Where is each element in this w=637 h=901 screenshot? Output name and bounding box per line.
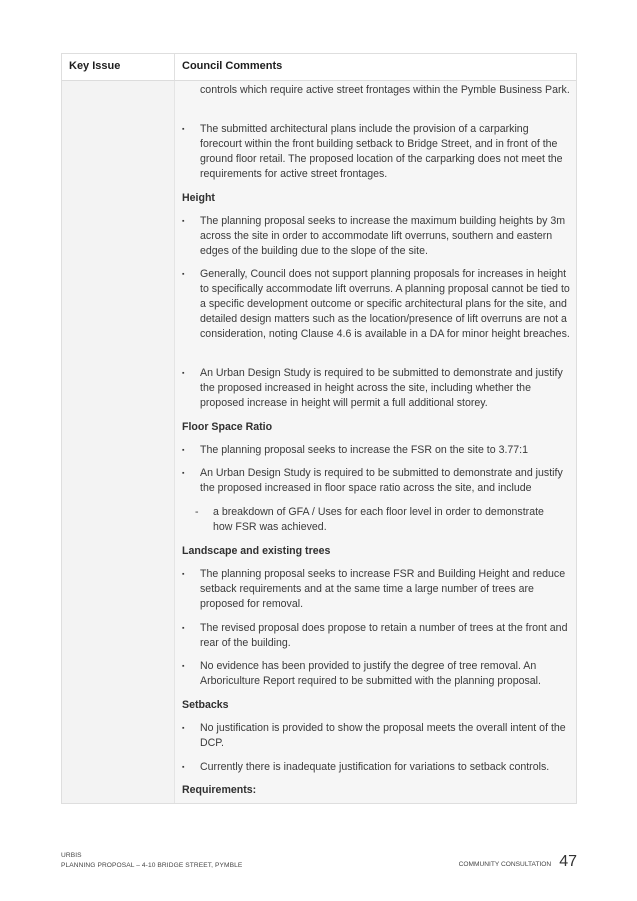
list-item-text: No justification is provided to show the proposal meets the overall intent of the DCP.: [200, 722, 566, 749]
section-heading-height: Height: [182, 192, 215, 204]
header-key-issue: Key Issue: [62, 54, 175, 80]
list-item-text: The submitted architectural plans include the provision of a carparking forecourt within the front building setback to Bridge Street, and in front of the ground floor retail. The proposed location of the carparking does not meet the requirements for active street frontages.: [200, 123, 563, 180]
bullet-icon: ▪: [182, 126, 185, 133]
bullet-icon: ▪: [182, 447, 185, 454]
section-heading-requirements: Requirements:: [182, 784, 257, 796]
bullet-icon: ▪: [182, 764, 185, 771]
list-item-text: An Urban Design Study is required to be submitted to demonstrate and justify the proposed increased in height across the site, including whether the proposed increase in height will permit a full additional storey.: [200, 367, 563, 409]
list-item-text: Currently there is inadequate justification for variations to setback controls.: [200, 761, 550, 773]
list-item-text: No evidence has been provided to justify the degree of tree removal. An Arboriculture Report required to be submitted with the planning proposal.: [200, 660, 541, 687]
council-comments-cell: [175, 81, 576, 803]
dash-icon: -: [195, 506, 199, 518]
section-heading-setbacks: Setbacks: [182, 699, 229, 711]
sub-list-item-text: a breakdown of GFA / Uses for each floor level in order to demonstrate how FSR was achieved.: [213, 506, 544, 533]
bullet-icon: ▪: [182, 470, 185, 477]
bullet-icon: ▪: [182, 218, 185, 225]
paragraph-continuation: controls which require active street frontages within the Pymble Business Park.: [200, 84, 570, 96]
footer-doc-title: PLANNING PROPOSAL – 4-10 BRIDGE STREET, PYMBLE: [61, 862, 243, 869]
footer-org: URBIS: [61, 852, 82, 859]
list-item-text: The planning proposal seeks to increase the maximum building heights by 3m across the site in order to accommodate lift overruns, southern and eastern edges of the building due to the slope of the site.: [200, 215, 566, 257]
bullet-icon: ▪: [182, 663, 185, 670]
bullet-icon: ▪: [182, 571, 185, 578]
section-heading-landscape: Landscape and existing trees: [182, 545, 331, 557]
bullet-icon: ▪: [182, 271, 185, 278]
footer-right: [459, 853, 577, 871]
key-issue-cell: [62, 81, 175, 803]
bullet-icon: ▪: [182, 625, 185, 632]
table-header: [62, 54, 576, 81]
comments-table: [61, 53, 577, 804]
list-item-text: The planning proposal seeks to increase FSR and Building Height and reduce setback requirements and at the same time a large number of trees are proposed for removal.: [200, 568, 566, 610]
bullet-icon: ▪: [182, 725, 185, 732]
list-item-text: An Urban Design Study is required to be submitted to demonstrate and justify the proposed increased in floor space ratio across the site, and include: [200, 467, 563, 494]
header-council-comments: Council Comments: [182, 60, 283, 72]
footer-left: [61, 851, 242, 871]
list-item-text: Generally, Council does not support planning proposals for increases in height to specifically accommodate lift overruns. A planning proposal cannot be tied to a specific development outcome or specific architectural plans for the site, and detailed design matters such as the location/presence of lift overruns are not a consideration, noting Clause 4.6 is available in a DA for minor height breaches.: [200, 268, 570, 340]
list-item-text: The revised proposal does propose to retain a number of trees at the front and rear of the building.: [200, 622, 568, 649]
page-number: 47: [559, 853, 577, 870]
list-item-text: The planning proposal seeks to increase the FSR on the site to 3.77:1: [200, 444, 529, 456]
footer-section: COMMUNITY CONSULTATION: [458, 861, 552, 868]
section-heading-floor-space-ratio: Floor Space Ratio: [182, 421, 273, 433]
bullet-icon: ▪: [182, 370, 185, 377]
